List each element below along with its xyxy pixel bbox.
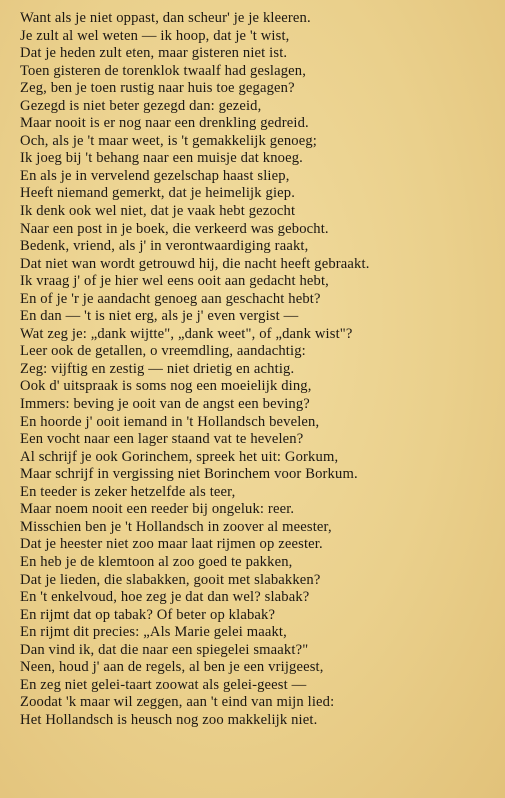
poem-line: Wat zeg je: „dank wijtte", „dank weet", of „dank wist"? — [20, 325, 353, 342]
poem-line: Toen gisteren de torenklok twaalf had geslagen, — [20, 62, 307, 79]
poem-line: Immers: beving je ooit van de angst een beving? — [20, 396, 310, 413]
poem-line: En rijmt dit precies: „Als Marie gelei maakt, — [20, 624, 287, 641]
poem-line: Neen, houd j' aan de regels, al ben je een vrijgeest, — [20, 659, 324, 676]
poem-line: En zeg niet gelei-taart zoowat als gelei-geest — — [20, 676, 307, 693]
poem-line: Ik denk ook wel niet, dat je vaak hebt gezocht — [20, 203, 296, 220]
poem-line: Gezegd is niet beter gezegd dan: gezeid, — [20, 97, 262, 114]
poem-line: Dat je heester niet zoo maar laat rijmen op zeester. — [20, 536, 323, 553]
poem-line: Ik joeg bij 't behang naar een muisje dat knoeg. — [20, 150, 303, 167]
poem-line: Dan vind ik, dat die naar een spiegelei smaakt?" — [20, 641, 309, 658]
poem-line: Ook d' uitspraak is soms nog een moeielijk ding, — [20, 378, 312, 395]
poem-line: Het Hollandsch is heusch nog zoo makkelijk niet. — [20, 711, 318, 728]
poem-line: Heeft niemand gemerkt, dat je heimelijk giep. — [20, 185, 296, 202]
poem-line: Och, als je 't maar weet, is 't gemakkelijk genoeg; — [20, 132, 317, 149]
poem-line: Dat niet wan wordt getrouwd hij, die nacht heeft gebraakt. — [20, 255, 370, 272]
poem-line: En rijmt dat op tabak? Of beter op klabak? — [20, 606, 276, 623]
poem-line: Dat je lieden, die slabakken, gooit met slabakken? — [20, 571, 321, 588]
poem-line: Je zult al wel weten — ik hoop, dat je 't wist, — [20, 27, 290, 44]
poem-line: Maar schrijf in vergissing niet Borinchem voor Borkum. — [20, 466, 358, 483]
poem-line: Al schrijf je ook Gorinchem, spreek het uit: Gorkum, — [20, 448, 339, 465]
poem-line: En of je 'r je aandacht genoeg aan geschacht hebt? — [20, 290, 321, 307]
poem-line: Ik vraag j' of je hier wel eens ooit aan gedacht hebt, — [20, 273, 329, 290]
poem-line: Leer ook de getallen, o vreemdling, aandachtig: — [20, 343, 306, 360]
poem-line: En teeder is zeker hetzelfde als teer, — [20, 483, 236, 500]
poem-line: En 't enkelvoud, hoe zeg je dat dan wel? slabak? — [20, 589, 310, 606]
poem-line: Zeg: vijftig en zestig — niet drietig en achtig. — [20, 360, 295, 377]
poem-line: En dan — 't is niet erg, als je j' even vergist — — [20, 308, 299, 325]
poem-line: Misschien ben je 't Hollandsch in zoover al meester, — [20, 518, 332, 535]
poem-line: Maar noem nooit een reeder bij ongeluk: reer. — [20, 501, 295, 518]
poem-line: Bedenk, vriend, als j' in verontwaardiging raakt, — [20, 238, 309, 255]
poem-line: Zoodat 'k maar wil zeggen, aan 't eind van mijn lied: — [20, 694, 335, 711]
poem-line: En heb je de klemtoon al zoo goed te pakken, — [20, 553, 293, 570]
poem-line: En hoorde j' ooit iemand in 't Hollandsch bevelen, — [20, 413, 320, 430]
poem-line: Maar nooit is er nog naar een drenkling gedreid. — [20, 115, 309, 132]
poem-line: Want als je niet oppast, dan scheur' je je kleeren. — [20, 10, 311, 26]
poem-text — [20, 10, 497, 729]
poem-line: Naar een post in je boek, die verkeerd was gebocht. — [20, 220, 329, 237]
poem-line: Een vocht naar een lager staand vat te hevelen? — [20, 431, 304, 448]
poem-line: Dat je heden zult eten, maar gisteren niet ist. — [20, 45, 288, 62]
poem-line: Zeg, ben je toen rustig naar huis toe gegagen? — [20, 80, 295, 97]
poem-line: En als je in vervelend gezelschap haast sliep, — [20, 167, 290, 184]
